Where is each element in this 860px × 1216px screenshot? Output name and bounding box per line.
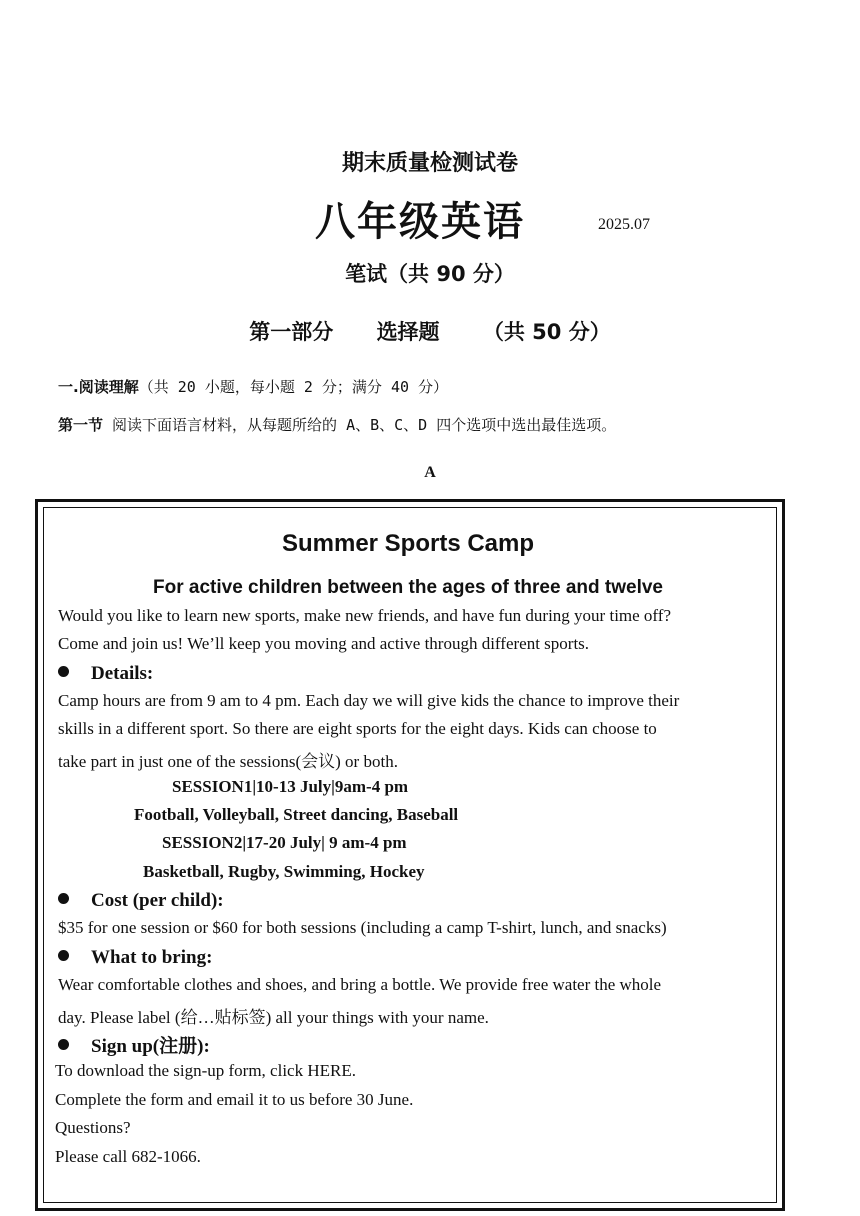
signup-line: Questions? — [55, 1118, 131, 1137]
part-label: 第一部分 — [249, 320, 334, 344]
bullet-icon — [58, 893, 69, 904]
session1-title: SESSION1|10-13 July|9am-4 pm — [172, 777, 409, 796]
signup-line: Complete the form and email it to us before 30 June. — [55, 1090, 414, 1109]
session2-title: SESSION2|17-20 July| 9 am-4 pm — [162, 833, 407, 852]
details-line: Camp hours are from 9 am to 4 pm. Each day we will give kids the chance to improve their — [58, 691, 680, 710]
details-line: skills in a different sport. So there are eight sports for the eight days. Kids can choose to — [58, 719, 657, 738]
section-heading — [58, 376, 448, 397]
details-heading — [58, 663, 153, 685]
bullet-icon — [58, 666, 69, 677]
details-line: take part in just one of the sessions(会议) or both. — [58, 752, 398, 771]
ad-tagline: For active children between the ages of three and twelve — [153, 577, 663, 598]
session2-sports: Basketball, Rugby, Swimming, Hockey — [143, 862, 425, 881]
section-heading-bold: 一.阅读理解 — [58, 378, 139, 396]
part-name: 选择题 — [376, 320, 440, 344]
cost-heading-label: Cost (per child): — [91, 890, 224, 911]
cost-heading — [58, 890, 224, 912]
ad-title: Summer Sports Camp — [281, 530, 535, 557]
part-score: （共 50 分） — [482, 320, 611, 344]
bullet-icon — [58, 1039, 69, 1050]
part-one-heading — [0, 316, 860, 346]
bring-heading — [58, 947, 212, 969]
cost-text: $35 for one session or $60 for both sessions (including a camp T-shirt, lunch, and snacks) — [58, 918, 667, 937]
signup-line: To download the sign-up form, click HERE. — [55, 1061, 356, 1080]
signup-heading-label: Sign up(注册): — [91, 1036, 210, 1057]
written-test-label: 笔试（共 90 分） — [345, 262, 515, 286]
section-instruction-bold: 第一节 — [58, 416, 104, 434]
bring-line: Wear comfortable clothes and shoes, and bring a bottle. We provide free water the whole — [58, 975, 662, 994]
bring-line: day. Please label (给…贴标签) all your things with your name. — [58, 1008, 489, 1027]
exam-title: 八年级英语 — [315, 199, 525, 245]
section-heading-rest: （共 20 小题，每小题 2 分；满分 40 分） — [138, 378, 449, 396]
intro-line: Come and join us! We’ll keep you moving and active through different sports. — [58, 634, 590, 653]
exam-date: 2025.07 — [598, 216, 650, 233]
signup-line: Please call 682-1066. — [55, 1147, 201, 1166]
passage-letter: A — [424, 464, 436, 481]
intro-line: Would you like to learn new sports, make new friends, and have fun during your time off? — [58, 606, 671, 625]
bullet-icon — [58, 950, 69, 961]
details-heading-label: Details: — [91, 663, 154, 684]
section-instruction — [58, 414, 616, 435]
exam-subtitle: 期末质量检测试卷 — [341, 151, 518, 176]
session1-sports: Football, Volleyball, Street dancing, Baseball — [134, 805, 459, 824]
bring-heading-label: What to bring: — [91, 947, 213, 968]
signup-heading — [58, 1031, 210, 1058]
section-instruction-rest: 阅读下面语言材料，从每题所给的 A、B、C、D 四个选项中选出最佳选项。 — [103, 416, 617, 434]
